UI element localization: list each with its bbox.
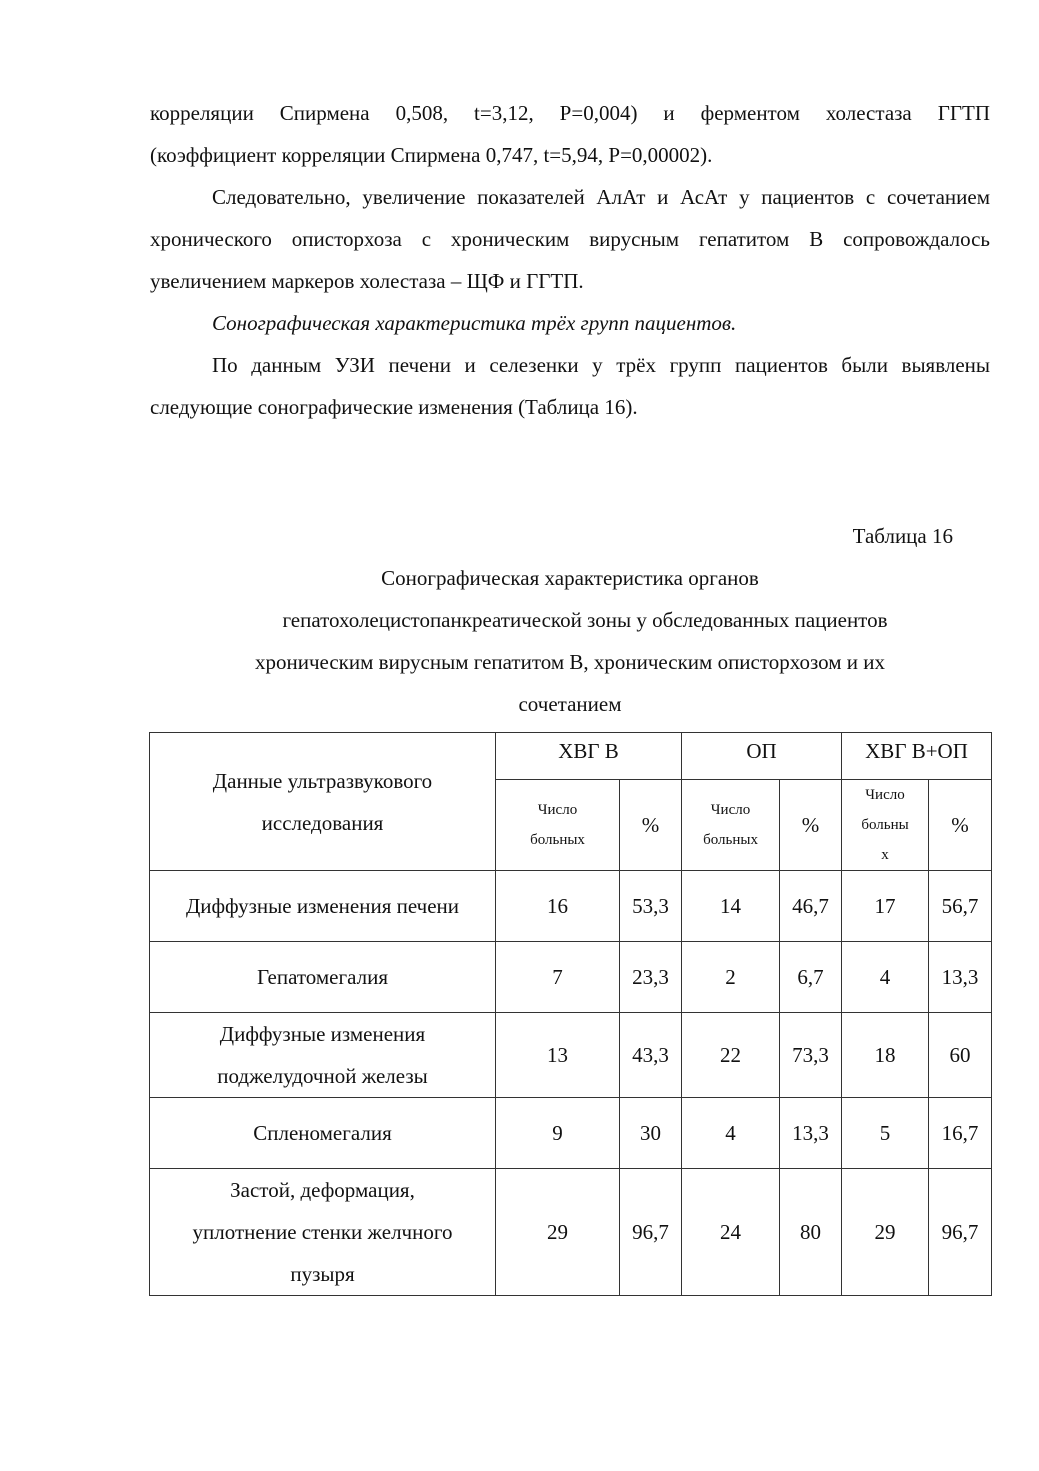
cell-value: 13 xyxy=(496,1013,620,1098)
subheader-count-line: х xyxy=(881,847,889,863)
cell-value: 13,3 xyxy=(929,942,992,1013)
row-label: Гепатомегалия xyxy=(150,942,496,1013)
subheader-percent-hvg-op: % xyxy=(929,780,992,871)
body-text xyxy=(150,92,990,428)
row-label-line: поджелудочной железы xyxy=(217,1064,428,1088)
row-label-line: пузыря xyxy=(290,1262,355,1286)
row-label xyxy=(150,1013,496,1098)
cell-value: 16 xyxy=(496,871,620,942)
row-header-cell: Данные ультразвукового исследования xyxy=(150,733,496,871)
cell-value: 14 xyxy=(682,871,780,942)
table-row xyxy=(150,1098,992,1169)
cell-value: 4 xyxy=(842,942,929,1013)
cell-value: 13,3 xyxy=(780,1098,842,1169)
row-label-line: Диффузные изменения xyxy=(219,1022,426,1046)
paragraph-2: Следовательно, увеличение показателей АлАт и АсАт у пациентов с сочетанием хронического описторхоза с хроническим вирусным гепатитом В сопровождалось увеличением маркеров холестаза – ЩФ и ГГТП. xyxy=(150,185,990,293)
row-label: Спленомегалия xyxy=(150,1098,496,1169)
table-header-row xyxy=(150,733,992,780)
table-row xyxy=(150,1013,992,1098)
row-label-line: уплотнение стенки желчного xyxy=(192,1220,453,1244)
paragraph-1-line-2: (коэффициент корреляции Спирмена 0,747, t=5,94, P=0,00002). xyxy=(150,143,713,167)
cell-value: 80 xyxy=(780,1169,842,1296)
group-header-hvg: ХВГ В xyxy=(496,733,682,780)
cell-value: 5 xyxy=(842,1098,929,1169)
cell-value: 96,7 xyxy=(620,1169,682,1296)
table-number: Таблица 16 xyxy=(852,524,953,548)
paragraph-4: По данным УЗИ печени и селезенки у трёх групп пациентов были выявлены следующие сонографические изменения (Таблица 16). xyxy=(150,353,990,419)
sonography-table xyxy=(149,732,992,1296)
cell-value: 43,3 xyxy=(620,1013,682,1098)
table-row xyxy=(150,1169,992,1296)
cell-value: 46,7 xyxy=(780,871,842,942)
table-title-line-1: Сонографическая характеристика органов xyxy=(381,566,759,590)
subheader-percent-hvg: % xyxy=(620,780,682,871)
row-label: Диффузные изменения печени xyxy=(150,871,496,942)
cell-value: 18 xyxy=(842,1013,929,1098)
group-header-hvg-op: ХВГ В+ОП xyxy=(842,733,992,780)
cell-value: 23,3 xyxy=(620,942,682,1013)
subheader-count-line: Число xyxy=(865,787,905,803)
subheader-count-hvg-op xyxy=(842,780,929,871)
cell-value: 17 xyxy=(842,871,929,942)
table-title-line-2: гепатохолецистопанкреатической зоны у обследованных пациентов xyxy=(282,608,888,632)
cell-value: 56,7 xyxy=(929,871,992,942)
subheader-count-text: Число больных xyxy=(530,802,585,848)
subheader-count-hvg xyxy=(496,780,620,871)
row-label xyxy=(150,1169,496,1296)
subheader-count-text: Число больных xyxy=(703,802,758,848)
subheader-percent-op: % xyxy=(780,780,842,871)
cell-value: 24 xyxy=(682,1169,780,1296)
table-row xyxy=(150,871,992,942)
cell-value: 7 xyxy=(496,942,620,1013)
table-row xyxy=(150,942,992,1013)
cell-value: 96,7 xyxy=(929,1169,992,1296)
cell-value: 73,3 xyxy=(780,1013,842,1098)
row-label-line: Застой, деформация, xyxy=(230,1178,415,1202)
table-title-line-4: сочетанием xyxy=(518,692,622,716)
subheader-count-op xyxy=(682,780,780,871)
subheader-count-line: больны xyxy=(861,817,909,833)
cell-value: 6,7 xyxy=(780,942,842,1013)
cell-value: 2 xyxy=(682,942,780,1013)
cell-value: 60 xyxy=(929,1013,992,1098)
cell-value: 4 xyxy=(682,1098,780,1169)
section-subheading: Сонографическая характеристика трёх групп пациентов. xyxy=(212,311,737,335)
cell-value: 29 xyxy=(496,1169,620,1296)
cell-value: 22 xyxy=(682,1013,780,1098)
table-title-line-3: хроническим вирусным гепатитом В, хроническим описторхозом и их xyxy=(254,650,886,674)
cell-value: 53,3 xyxy=(620,871,682,942)
cell-value: 9 xyxy=(496,1098,620,1169)
group-header-op: ОП xyxy=(682,733,842,780)
paragraph-1-line-1: корреляции Спирмена 0,508, t=3,12, P=0,004) и ферментом холестаза ГГТП xyxy=(150,101,990,125)
table-caption xyxy=(150,515,990,725)
cell-value: 29 xyxy=(842,1169,929,1296)
cell-value: 30 xyxy=(620,1098,682,1169)
cell-value: 16,7 xyxy=(929,1098,992,1169)
